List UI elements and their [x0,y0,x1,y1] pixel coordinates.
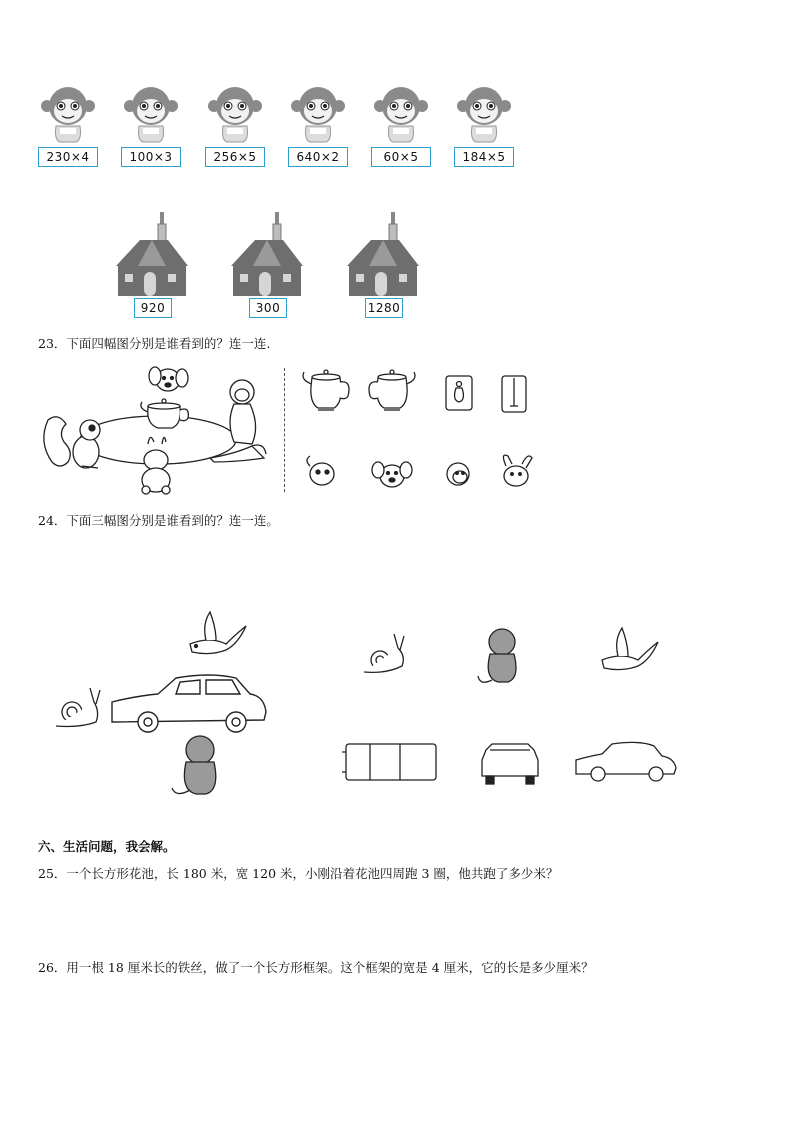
house-icon [347,210,419,298]
question-23: 23．下面四幅图分别是谁看到的？连一连. [38,336,271,351]
monkey-expression-box: 184×5 [454,147,514,167]
monkey-view-icon [478,629,516,682]
squirrel-head-icon [307,456,334,485]
monkey-expression-box: 256×5 [205,147,265,167]
section-title: 六、生活问题，我会解。 [38,839,176,854]
monkey-expression-box: 100×3 [121,147,181,167]
monkey-icon [454,84,514,146]
teapot-side-view-1 [303,370,349,410]
q24-scene [40,604,290,800]
question-25: 25．一个长方形花池，长 180 米，宽 120 米，小刚沿着花池四周跑 3 圈，他共跑了多少米？ [38,866,559,881]
monkey-icon [121,84,181,146]
car-side-view-icon [576,742,676,781]
snail-view-icon [364,634,404,672]
monkey-back-icon [172,736,216,794]
swallow-icon [190,612,246,654]
car-icon [112,675,266,732]
monkey-expression-box: 230×4 [38,147,98,167]
q23-options [296,366,536,496]
house-icon [231,210,303,298]
q24-options [340,620,680,790]
dog-icon [149,367,188,391]
snail-icon [56,688,100,727]
monkey-icon [38,84,98,146]
squirrel-icon [44,417,100,468]
swallow-view-icon [602,628,658,670]
house-value-box: 1280 [365,298,403,318]
car-top-view-icon [342,744,436,780]
dog-head-icon [372,462,412,487]
teapot-front-view [446,376,472,410]
house-icon [116,210,188,298]
monkey-icon [288,84,348,146]
teapot-side-view-2 [369,370,415,410]
house-value-box: 920 [134,298,172,318]
question-24: 24．下面三幅图分别是谁看到的？连一连。 [38,513,279,528]
teapot-back-view [502,376,526,412]
q23-scene [38,362,278,497]
divider [284,368,285,492]
monkey-icon [205,84,265,146]
monkey-expression-box: 640×2 [288,147,348,167]
house-value-box: 300 [249,298,287,318]
car-front-view-icon [482,744,538,784]
question-26: 26．用一根 18 厘米长的铁丝，做了一个长方形框架。这个框架的宽是 4 厘米，它的长是多少厘米？ [38,960,594,975]
rabbit-head-icon [503,455,532,486]
monkey-head-icon [447,463,469,485]
monkey-icon [371,84,431,146]
monkey-expression-box: 60×5 [371,147,431,167]
